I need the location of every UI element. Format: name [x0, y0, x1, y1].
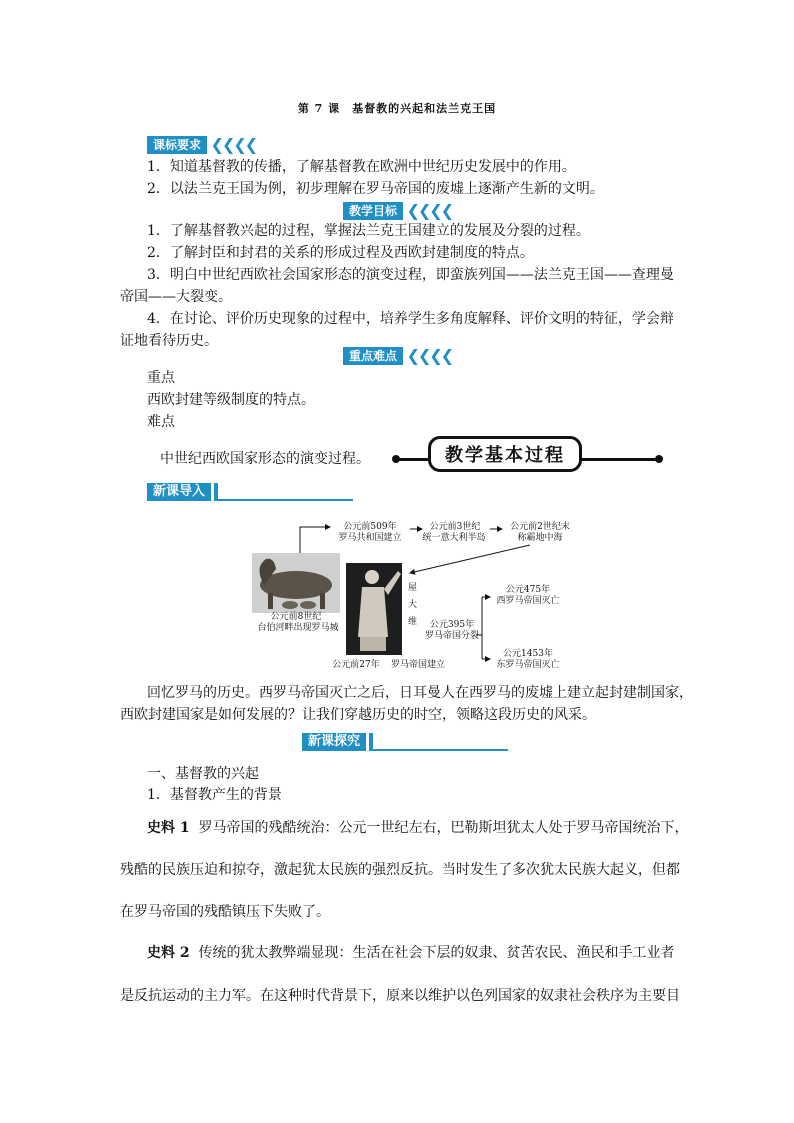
- section-tanjiu-label: 新课探究: [302, 733, 366, 751]
- source-1-line-3: 在罗马帝国的残酷镇压下失败了。: [120, 904, 330, 920]
- zhongdian-text: 西欧封建等级制度的特点。: [147, 392, 315, 408]
- node-475-year: 公元475年: [505, 585, 551, 595]
- source-1-text: 罗马帝国的残酷统治：公元一世纪左右，巴勒斯坦犹太人处于罗马帝国统治下，: [198, 820, 689, 836]
- section-mubiao: [343, 202, 452, 220]
- lesson-title: 第 7 课 基督教的兴起和法兰克王国: [297, 102, 497, 115]
- nandian-label: 难点: [147, 414, 175, 430]
- source-2-line-1: [147, 942, 675, 962]
- node-3c-event: 统一意大利半岛: [422, 533, 486, 543]
- augustus-statue-image: [346, 563, 402, 655]
- source-1-label: 史料 1: [147, 820, 190, 836]
- section-daoru-label: 新课导入: [147, 483, 211, 501]
- bottom-caption-event: 罗马帝国建立: [390, 660, 445, 670]
- bottom-caption-year: 公元前27年: [332, 660, 380, 670]
- node-509-year: 公元前509年: [343, 522, 397, 532]
- heading-2: 1．基督教产生的背景: [147, 787, 282, 803]
- mubiao-item-4-cont: 证地看待历史。: [120, 333, 218, 349]
- mubiao-item-2: 2．了解封臣和封君的关系的形成过程及西欧封建制度的特点。: [147, 245, 534, 261]
- zhongdian-label: 重点: [147, 370, 175, 386]
- section-tanjiu: [302, 733, 508, 751]
- chevrons-icon: ❮❮❮❮: [403, 346, 453, 365]
- mubiao-item-3: 3．明白中世纪西欧社会国家形态的演变过程，即蛮族列国——法兰克王国——查理曼: [147, 267, 674, 283]
- section-zhongdian-label: 重点难点: [343, 347, 403, 365]
- chevrons-icon: ❮❮❮❮: [403, 201, 453, 220]
- section-kecheng: [147, 136, 256, 154]
- source-2-text: 传统的犹太教弊端显现：生活在社会下层的奴隶、贫苦农民、渔民和手工业者: [198, 945, 675, 961]
- intro-line-1: 回忆罗马的历史。西罗马帝国灭亡之后，日耳曼人在西罗马的废墟上建立起封建制国家，: [147, 685, 693, 701]
- node-1453-year: 公元1453年: [503, 649, 553, 659]
- node-475-event: 西罗马帝国灭亡: [496, 596, 560, 606]
- node-395-year: 公元395年: [429, 620, 475, 630]
- heading-1: 一、基督教的兴起: [147, 766, 259, 782]
- kecheng-item-2: 2．以法兰克王国为例，初步理解在罗马帝国的废墟上逐渐产生新的文明。: [147, 181, 604, 197]
- node-2c-year: 公元前2世纪末: [510, 522, 570, 532]
- wolf-caption-2: 台伯河畔出现罗马城: [257, 623, 339, 633]
- section-mubiao-label: 教学目标: [343, 202, 403, 220]
- source-1-line-2: 残酷的民族压迫和掠夺，激起犹太民族的强烈反抗。当时发生了多次犹太民族大起义，但都: [120, 862, 680, 878]
- bar-underline: [218, 499, 353, 501]
- node-3c-year: 公元前3世纪: [429, 522, 481, 532]
- octavian-char-2: 大: [408, 600, 418, 610]
- banner-dot-left: [392, 455, 400, 463]
- section-kecheng-label: 课标要求: [147, 136, 207, 154]
- intro-line-2: 西欧封建国家是如何发展的？让我们穿越历史的时空，领略这段历史的风采。: [120, 707, 596, 723]
- bar-underline: [373, 749, 508, 751]
- big-banner: 教学基本过程: [428, 436, 582, 472]
- source-2-line-2: 是反抗运动的主力军。在这种时代背景下，原来以维护以色列国家的奴隶社会秩序为主要目: [120, 988, 680, 1004]
- mubiao-item-4: 4．在讨论、评价历史现象的过程中，培养学生多角度解释、评价文明的特征，学会辩: [147, 311, 674, 327]
- wolf-statue-image: [252, 553, 340, 613]
- kecheng-item-1: 1．知道基督教的传播，了解基督教在欧洲中世纪历史发展中的作用。: [147, 159, 576, 175]
- banner-dot-right: [655, 455, 663, 463]
- octavian-char-1: 屋: [408, 583, 418, 593]
- octavian-char-3: 维: [408, 617, 418, 627]
- node-395-event: 罗马帝国分裂: [424, 631, 479, 641]
- source-2-label: 史料 2: [147, 945, 190, 961]
- chevrons-icon: ❮❮❮❮: [207, 135, 257, 154]
- node-2c-event: 称霸地中海: [517, 533, 563, 543]
- mubiao-item-3-cont: 帝国——大裂变。: [120, 289, 232, 305]
- section-daoru: [147, 483, 353, 501]
- mubiao-item-1: 1．了解基督教兴起的过程，掌握法兰克王国建立的发展及分裂的过程。: [147, 223, 590, 239]
- nandian-text: 中世纪西欧国家形态的演变过程。: [160, 451, 370, 467]
- section-zhongdian: [343, 347, 452, 365]
- wolf-caption-1: 公元前8世纪: [270, 612, 322, 622]
- node-509-event: 罗马共和国建立: [338, 533, 402, 543]
- source-1-line-1: [147, 817, 689, 837]
- node-1453-event: 东罗马帝国灭亡: [496, 660, 560, 670]
